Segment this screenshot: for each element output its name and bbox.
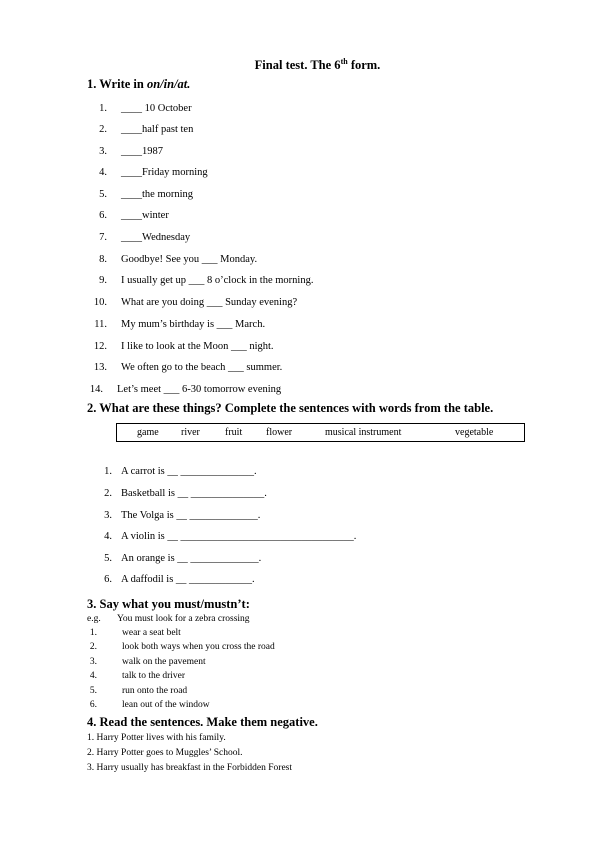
- item-number: 3.: [99, 146, 107, 157]
- item-number: 11.: [94, 319, 107, 330]
- item-number: 1.: [89, 628, 97, 638]
- item-text: talk to the driver: [122, 671, 186, 681]
- item-text: I like to look at the Moon ___ night.: [121, 341, 274, 352]
- item-number: 5.: [99, 189, 107, 200]
- item-number: 2.: [89, 642, 97, 652]
- item-text: A daffodil is __ ____________.: [121, 574, 255, 585]
- title-text: Final test. The 6: [254, 58, 341, 73]
- item-text: Basketball is __ ______________.: [121, 488, 267, 499]
- item-text: I usually get up ___ 8 o’clock in the morning.: [121, 275, 314, 286]
- item-text: A carrot is __ ______________.: [121, 466, 257, 477]
- item-number: 4.: [89, 671, 97, 681]
- item-number: 6.: [89, 700, 97, 710]
- item-text: lean out of the window: [122, 700, 210, 710]
- section3-heading: 3. Say what you must/mustn’t:: [87, 597, 250, 611]
- word-cell: flower: [266, 427, 293, 438]
- item-number: 4.: [104, 531, 112, 542]
- item-text: ____Wednesday: [121, 232, 191, 243]
- word-cell: vegetable: [455, 427, 494, 438]
- item-number: 9.: [99, 275, 107, 286]
- item-text: ____half past ten: [121, 124, 194, 135]
- item-number: 7.: [99, 232, 107, 243]
- example-text: You must look for a zebra crossing: [117, 614, 250, 624]
- item-text: We often go to the beach ___ summer.: [121, 362, 283, 373]
- item-text: A violin is __ _________________________________.: [121, 531, 357, 542]
- section4-heading: 4. Read the sentences. Make them negative.: [87, 715, 318, 729]
- item-text: ____Friday morning: [121, 167, 208, 178]
- item-number: 14.: [89, 384, 103, 395]
- item-text: walk on the pavement: [122, 657, 206, 667]
- item-text: An orange is __ _____________.: [121, 553, 262, 564]
- item-text: 2. Harry Potter goes to Muggles’ School.: [87, 748, 243, 758]
- title-suffix: form.: [347, 58, 381, 73]
- item-number: 4.: [99, 167, 107, 178]
- page-title: [0, 57, 595, 73]
- item-text: Let’s meet ___ 6-30 tomorrow evening: [117, 384, 282, 395]
- word-cell: fruit: [225, 427, 243, 438]
- title-superscript: th: [340, 57, 348, 66]
- item-number: 1.: [99, 103, 107, 114]
- item-number: 6.: [99, 210, 107, 221]
- section1-heading-text: 1. Write in: [87, 77, 147, 91]
- item-number: 2.: [99, 124, 107, 135]
- example-label: e.g.: [87, 614, 101, 624]
- item-text: Goodbye! See you ___ Monday.: [121, 254, 258, 265]
- item-number: 12.: [93, 341, 107, 352]
- item-number: 1.: [104, 466, 112, 477]
- item-number: 3.: [104, 510, 112, 521]
- item-text: ____winter: [121, 210, 169, 221]
- item-number: 5.: [89, 686, 97, 696]
- item-text: ____ 10 October: [121, 103, 192, 114]
- section1-heading-emphasis: on/in/at.: [146, 77, 191, 91]
- item-number: 10.: [93, 297, 107, 308]
- item-number: 6.: [104, 574, 112, 585]
- section1-heading: [87, 77, 190, 92]
- item-text: wear a seat belt: [122, 628, 181, 638]
- item-text: 3. Harry usually has breakfast in the Forbidden Forest: [87, 763, 292, 773]
- item-number: 3.: [89, 657, 97, 667]
- item-text: run onto the road: [122, 686, 188, 696]
- item-number: 8.: [99, 254, 107, 265]
- word-cell: game: [137, 427, 159, 438]
- item-text: My mum’s birthday is ___ March.: [121, 319, 266, 330]
- section2-heading: 2. What are these things? Complete the sentences with words from the table.: [87, 401, 494, 415]
- item-number: 5.: [104, 553, 112, 564]
- item-text: 1. Harry Potter lives with his family.: [87, 733, 226, 743]
- word-cell: river: [181, 427, 200, 438]
- item-number: 13.: [93, 362, 107, 373]
- word-table: [116, 423, 525, 442]
- item-text: ____the morning: [121, 189, 194, 200]
- item-text: look both ways when you cross the road: [122, 642, 275, 652]
- item-text: ____1987: [121, 146, 163, 157]
- item-text: What are you doing ___ Sunday evening?: [121, 297, 298, 308]
- item-text: The Volga is __ _____________.: [121, 510, 261, 521]
- word-cell: musical instrument: [325, 427, 402, 438]
- item-number: 2.: [104, 488, 112, 499]
